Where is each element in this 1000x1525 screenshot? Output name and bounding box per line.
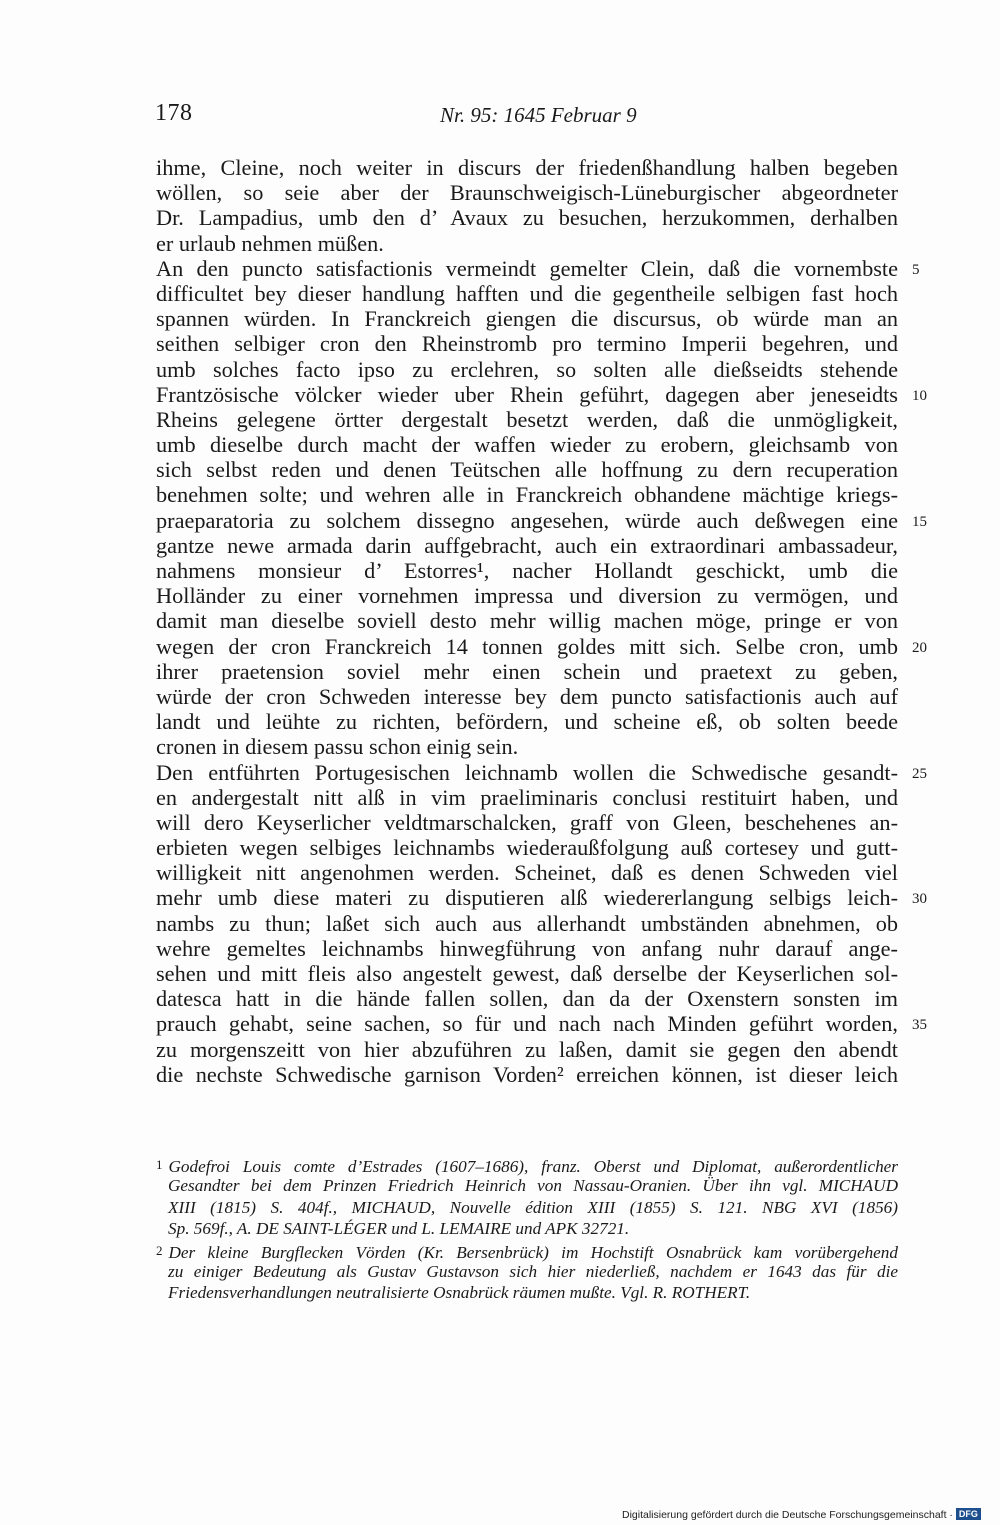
body-line	[156, 231, 898, 256]
body-line-text: erbieten wegen selbiges leichnambs wiederaußfolgung auß cortesey und gutt-	[156, 835, 898, 861]
footnote-line	[156, 1282, 898, 1303]
footnote	[156, 1154, 898, 1240]
line-number: 30	[912, 891, 927, 908]
footnote-line	[156, 1261, 898, 1282]
body-line-text: sich selbst reden und denen Teütschen alle hoffnung zu dern recuperation	[156, 457, 898, 483]
body-line-text: difficultet bey dieser handlung hafften und die gegentheile selbigen fast hoch	[156, 280, 898, 306]
body-line	[156, 709, 898, 734]
body-line-text: die nechste Schwedische garnison Vorden² erreichen können, ist dieser leich	[156, 1061, 898, 1087]
body-line	[156, 255, 920, 281]
digitization-credit	[622, 1508, 981, 1521]
footnote-text: Gesandter bei dem Prinzen Friedrich Heinrich von Nassau-Oranien. Über ihn vgl. MICHAUD	[168, 1176, 898, 1196]
body-line-text: willigkeit nitt angenohmen werden. Scheinet, daß es denen Schweden viel	[156, 860, 898, 886]
body-line-text: benehmen solte; und wehren alle in Franckreich obhandene mächtige kriegs-	[156, 482, 898, 508]
body-line-text: sehen und mitt fleis also angestelt gewest, daß derselbe der Keyserlichen sol-	[156, 961, 898, 986]
body-line-text: würde der cron Schweden interesse bey dem puncto satisfactionis auch auf	[156, 683, 898, 709]
body-line	[156, 205, 898, 230]
body-line-text: damit man dieselbe soviell desto mehr willig machen möge, pringe er von	[156, 608, 898, 634]
footnote-text: Friedensverhandlungen neutralisierte Osnabrück räumen mußte. Vgl. R. ROTHERT.	[168, 1283, 751, 1303]
body-line	[156, 608, 898, 633]
body-line	[156, 306, 898, 331]
footnote-line	[156, 1197, 898, 1218]
body-line-text: will dero Keyserlicher veldtmarschalcken, graff von Gleen, beschehenes an-	[156, 809, 898, 835]
body-line	[156, 633, 927, 659]
body-line-text: mehr umb diese materi zu disputieren alß wiedererlangung selbigs leich-	[156, 885, 898, 911]
line-number: 5	[912, 261, 920, 278]
body-line-text: praeparatoria zu solchem dissegno angesehen, würde auch deßwegen eine	[156, 507, 898, 533]
body-line-text: nahmens monsieur d’ Estorres¹, nacher Hollandt geschickt, umb die	[156, 558, 898, 583]
body-line	[156, 936, 898, 961]
footnote-text: Der kleine Burgflecken Vörden (Kr. Bersenbrück) im Hochstift Osnabrück kam vorübergehend	[168, 1242, 898, 1262]
body-line	[156, 810, 898, 835]
body-line-text: ihrer praetension soviel mehr einen schein und praetext zu geben,	[156, 658, 898, 684]
page-number: 178	[155, 100, 193, 126]
body-line-text: nambs zu thun; laßet sich auch aus allerhandt umbständen abnehmen, ob	[156, 910, 898, 936]
body-line-text: zu morgenszeitt von hier abzuführen zu laßen, damit sie gegen den abendt	[156, 1036, 898, 1062]
body-line-text: Den entführten Portugesischen leichnamb wollen die Schwedische gesandt-	[156, 759, 898, 785]
body-line-text: An den puncto satisfactionis vermeindt gemelter Clein, daß die vornembste	[156, 255, 898, 281]
body-line	[156, 407, 898, 432]
footnote-line	[156, 1240, 898, 1261]
footnote-marker: 2	[156, 1242, 163, 1258]
body-line-text: umb solches facto ipso zu erclehren, so solten alle dießseidts stehende	[156, 356, 898, 382]
body-line	[156, 785, 898, 810]
body-line-text: Frantzösische völcker wieder uber Rhein geführt, dagegen aber jeneseidts	[156, 381, 898, 407]
body-line-text: spannen würden. In Franckreich giengen die discursus, ob würde man an	[156, 306, 898, 332]
body-line-text: cronen in diesem passu schon einig sein.	[156, 734, 519, 760]
body-line-text: prauch gehabt, seine sachen, so für und nach nach Minden geführt worden,	[156, 1011, 898, 1037]
line-number: 15	[912, 513, 927, 530]
body-line	[156, 507, 927, 533]
body-line-text: seithen selbiger cron den Rheinstromb pro termino Imperii begehren, und	[156, 331, 898, 357]
body-line	[156, 734, 898, 759]
footnote-text: Godefroi Louis comte d’Estrades (1607–1686), franz. Oberst und Diplomat, außerordentlicher	[168, 1157, 898, 1176]
credit-text: Digitalisierung gefördert durch die Deutsche Forschungsgemeinschaft ·	[622, 1509, 953, 1521]
body-line	[156, 684, 898, 709]
body-line	[156, 759, 927, 785]
body-line-text: wegen der cron Franckreich 14 tonnen goldes mitt sich. Selbe cron, umb	[156, 633, 898, 659]
body-line	[156, 1037, 898, 1062]
body-line	[156, 381, 927, 407]
body-line	[156, 961, 898, 986]
body-line	[156, 986, 898, 1011]
body-line	[156, 533, 898, 558]
body-line	[156, 281, 898, 306]
body-text	[156, 155, 927, 1087]
body-line-text: Dr. Lampadius, umb den d’ Avaux zu besuchen, herzukommen, derhalben	[156, 205, 898, 231]
body-line	[156, 457, 898, 482]
body-line	[156, 885, 927, 911]
body-line-text: Holländer zu einer vornehmen impressa und diversion zu vermögen, und	[156, 583, 898, 609]
body-line	[156, 180, 898, 205]
footnote	[156, 1240, 898, 1304]
body-line	[156, 331, 898, 356]
body-line	[156, 357, 898, 382]
body-line-text: wehre gemeltes leichnambs hinwegführung von anfang nuhr darauf ange-	[156, 935, 898, 961]
body-line	[156, 659, 898, 684]
body-line-text: gantze newe armada darin auffgebracht, auch ein extraordinari ambassadeur,	[156, 532, 898, 558]
footnotes	[156, 1154, 898, 1304]
body-line-text: en andergestalt nitt alß in vim praeliminaris conclusi restituirt haben, und	[156, 784, 898, 810]
footnote-text: zu einiger Bedeutung als Gustav Gustavson sich hier niederließ, nachdem er 1643 das für die	[168, 1261, 898, 1281]
body-line-text: ihme, Cleine, noch weiter in discurs der friedenßhandlung halben begeben	[156, 155, 898, 180]
body-line	[156, 1062, 898, 1087]
line-number: 35	[912, 1017, 927, 1034]
footnote-line	[156, 1218, 898, 1239]
body-line-text: wöllen, so seie aber der Braunschweigisch-Lüneburgischer abgeordneter	[156, 180, 898, 206]
body-line	[156, 432, 898, 457]
body-line	[156, 155, 898, 180]
line-number: 25	[912, 765, 927, 782]
body-line	[156, 1011, 927, 1037]
dfg-logo: DFG	[956, 1508, 981, 1520]
footnote-line	[156, 1154, 898, 1175]
body-line	[156, 558, 898, 583]
running-head: Nr. 95: 1645 Februar 9	[440, 103, 637, 127]
body-line	[156, 911, 898, 936]
footnote-text: Sp. 569f., A. DE SAINT-LÉGER und L. LEMAIRE und APK 32721.	[168, 1219, 630, 1239]
footnote-line	[156, 1175, 898, 1196]
body-line-text: umb dieselbe durch macht der waffen wieder zu erobern, gleichsamb von	[156, 432, 898, 458]
body-line	[156, 835, 898, 860]
body-line	[156, 482, 898, 507]
body-line	[156, 860, 898, 885]
body-line-text: er urlaub nehmen müßen.	[156, 230, 384, 256]
line-number: 10	[912, 387, 927, 404]
body-line-text: Rheins gelegene örtter dergestalt besetzt werden, daß die unmögligkeit,	[156, 406, 898, 432]
body-line-text: datesca hatt in die hände fallen sollen, dan da der Oxenstern sonsten im	[156, 986, 898, 1012]
line-number: 20	[912, 639, 927, 656]
body-line	[156, 583, 898, 608]
footnote-marker: 1	[156, 1157, 163, 1172]
footnote-text: XIII (1815) S. 404f., MICHAUD, Nouvelle édition XIII (1855) S. 121. NBG XVI (1856)	[168, 1197, 898, 1217]
body-line-text: landt und leühte zu richten, befördern, und scheine eß, ob solten beede	[156, 709, 898, 735]
